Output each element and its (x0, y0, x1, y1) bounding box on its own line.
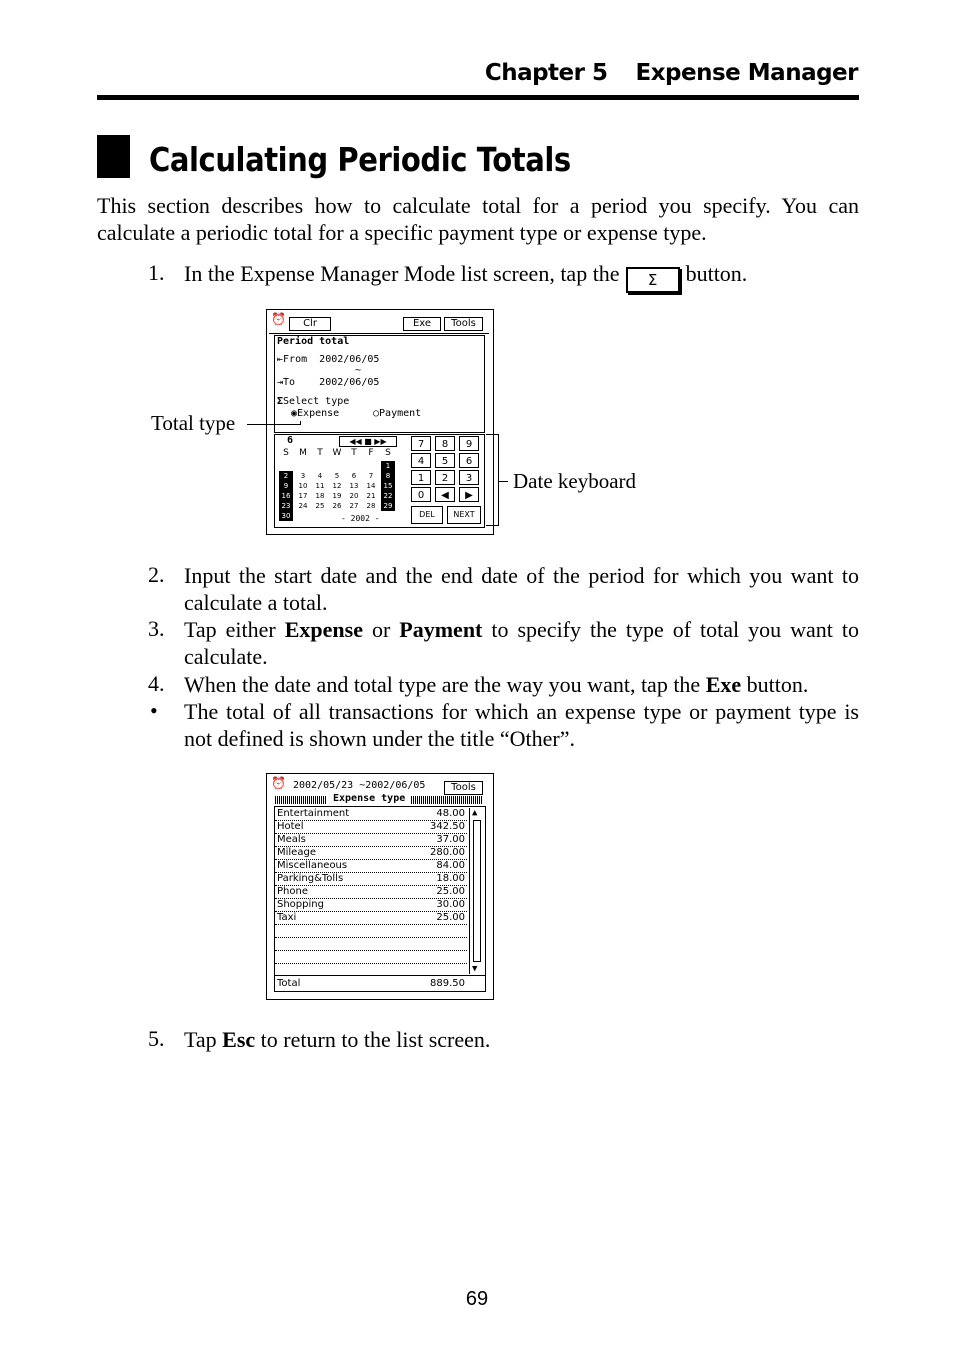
keypad-key[interactable]: 9 (459, 436, 479, 451)
radio-checked-icon: ◉ (291, 408, 298, 419)
calendar-day[interactable]: 2 (279, 471, 293, 481)
expense-value: 18.00 (436, 873, 465, 884)
list-item[interactable] (275, 911, 467, 925)
step-1-after: button. (685, 261, 748, 286)
step-1-number: 1. (148, 260, 165, 285)
calendar-day[interactable]: 7 (368, 472, 374, 480)
bullet-mark: • (150, 698, 158, 723)
calendar-day[interactable]: 28 (366, 502, 376, 510)
calendar-day[interactable]: 8 (381, 471, 395, 481)
calendar-day[interactable]: 13 (349, 482, 359, 490)
calendar-day[interactable]: 11 (315, 482, 325, 490)
step-3-number: 3. (148, 616, 165, 641)
expense-name: Meals (277, 834, 306, 845)
page-number: 69 (465, 1288, 489, 1310)
expense-value: 280.00 (430, 847, 465, 858)
step-4-part: When the date and total type are the way you want, tap the (184, 672, 706, 697)
calendar-day[interactable]: 10 (298, 482, 308, 490)
calendar-day[interactable]: 29 (381, 501, 395, 511)
callout-line-date-keyboard (498, 481, 508, 482)
expense-value: 84.00 (436, 860, 465, 871)
alarm-icon: ⏰ (271, 312, 286, 326)
radio-expense[interactable]: ◉Expense (291, 408, 340, 419)
step-5-part: Tap (184, 1027, 223, 1052)
step-2-text: Input the start date and the end date of the period for which you want to calculate a total. (184, 563, 859, 615)
sigma-button-icon: Σ (626, 267, 680, 293)
next-key[interactable]: NEXT (447, 506, 481, 524)
to-date[interactable]: 2002/06/05 (319, 377, 380, 388)
expense-name: Hotel (277, 821, 304, 832)
weekday-label: F (368, 448, 374, 458)
intro-paragraph: This section describes how to calculate total for a period you specify. You can calculate a periodic total for a specific payment type or expense type. (97, 193, 859, 245)
calendar-year: - 2002 - (341, 514, 380, 523)
keypad-key[interactable]: 2 (435, 470, 455, 485)
radio-payment[interactable]: ○Payment (373, 408, 422, 419)
calendar-day[interactable]: 3 (300, 472, 306, 480)
calendar-day[interactable]: 1 (381, 461, 395, 471)
calendar-day[interactable]: 19 (332, 492, 342, 500)
weekday-label: M (299, 448, 307, 458)
step-5-number: 5. (148, 1026, 165, 1051)
calendar-day[interactable]: 12 (332, 482, 342, 490)
calendar-day[interactable]: 16 (279, 491, 293, 501)
expense-name: Parking&Tolls (277, 873, 344, 884)
list-item[interactable] (275, 937, 467, 951)
step-5-text (184, 1026, 859, 1053)
expense-value: 25.00 (436, 886, 465, 897)
calendar-area (274, 434, 485, 528)
step-1-text (184, 260, 859, 293)
step-5-part: to return to the list screen. (255, 1027, 491, 1052)
section-title: Calculating Periodic Totals (149, 140, 571, 179)
expense-type-screen (266, 773, 494, 1000)
calendar-day[interactable]: 20 (349, 492, 359, 500)
keypad-key[interactable]: 0 (411, 487, 431, 502)
scroll-up-icon[interactable]: ▲ (472, 808, 478, 818)
expense-value: 37.00 (436, 834, 465, 845)
step-3-payment: Payment (399, 617, 483, 642)
to-row[interactable]: ⇥To 2002/06/05 (277, 377, 380, 388)
step-4-exe: Exe (705, 672, 742, 697)
weekday-label: W (332, 448, 342, 458)
step-5-esc: Esc (222, 1027, 256, 1052)
list-item[interactable] (275, 950, 467, 964)
weekday-label: T (317, 448, 323, 458)
from-row[interactable]: ⇤From 2002/06/05 (277, 354, 380, 365)
chapter-number: Chapter 5 (484, 60, 608, 86)
alarm-icon: ⏰ (271, 776, 286, 790)
total-label: Total (277, 978, 301, 989)
calendar-day[interactable]: 9 (279, 481, 293, 491)
date-range: 2002/05/23 ~2002/06/05 (293, 780, 426, 791)
callout-bracket-date-keyboard (486, 434, 499, 526)
step-3-expense: Expense (284, 617, 363, 642)
step-2-number: 2. (148, 562, 165, 587)
calendar-day[interactable]: 5 (334, 472, 340, 480)
keypad-key[interactable]: ▶ (459, 487, 479, 502)
keypad-key[interactable]: 1 (411, 470, 431, 485)
callout-line-total-type (247, 424, 301, 425)
calendar-day[interactable]: 23 (279, 501, 293, 511)
callout-tick (300, 421, 301, 425)
calendar-nav[interactable]: ◀◀ ■ ▶▶ (339, 436, 397, 447)
expense-value: 30.00 (436, 899, 465, 910)
scrollbar[interactable] (469, 808, 484, 974)
sigma-icon: Σ (277, 396, 284, 407)
list-item[interactable] (275, 846, 467, 860)
total-value: 889.50 (430, 978, 465, 989)
clr-button[interactable]: Clr (289, 317, 331, 331)
step-3-part: to specify the type of total you want to calculate. (184, 617, 860, 669)
step-4-text (184, 671, 859, 698)
period-form (274, 335, 485, 433)
header-rule (97, 95, 859, 100)
list-item[interactable] (275, 820, 467, 834)
chapter-title: Expense Manager (635, 60, 858, 86)
scroll-thumb[interactable] (473, 820, 481, 962)
list-item[interactable] (275, 833, 467, 847)
expense-list-box (274, 806, 486, 992)
period-title: Period total (277, 336, 350, 347)
expense-name: Phone (277, 886, 308, 897)
step-4-number: 4. (148, 671, 165, 696)
calendar-day[interactable]: 30 (279, 511, 293, 521)
expense-value: 342.50 (430, 821, 465, 832)
calendar-day[interactable]: 22 (381, 491, 395, 501)
calendar-day[interactable]: 6 (351, 472, 357, 480)
list-item[interactable] (275, 924, 467, 938)
step-3-part: Tap either (184, 617, 285, 642)
calendar-day[interactable]: 17 (298, 492, 308, 500)
step-4-part: button. (741, 672, 809, 697)
range-tilde: ~ (355, 365, 362, 376)
keypad-key[interactable]: 8 (435, 436, 455, 451)
scroll-down-icon[interactable]: ▼ (472, 964, 478, 974)
weekday-label: S (283, 448, 289, 458)
keypad-key[interactable]: 5 (435, 453, 455, 468)
calendar-day[interactable]: 15 (381, 481, 395, 491)
expense-name: Mileage (277, 847, 316, 858)
expense-name: Shopping (277, 899, 324, 910)
weekday-label: T (351, 448, 357, 458)
list-heading: Expense type (327, 793, 411, 805)
radio-unchecked-icon: ○ (373, 408, 380, 419)
calendar-day[interactable]: 26 (332, 502, 342, 510)
expense-value: 48.00 (436, 808, 465, 819)
weekday-row (279, 448, 399, 460)
select-type-label: ΣSelect type (277, 396, 350, 407)
exe-button[interactable]: Exe (403, 317, 441, 331)
callout-total-type: Total type (151, 411, 236, 435)
from-arrow-icon: ⇤ (277, 354, 284, 365)
calendar-day[interactable]: 4 (317, 472, 323, 480)
list-item[interactable] (275, 859, 467, 873)
calendar-day[interactable]: 24 (298, 502, 308, 510)
list-item[interactable] (275, 885, 467, 899)
calendar-day[interactable]: 14 (366, 482, 376, 490)
expense-list (275, 807, 467, 975)
callout-date-keyboard: Date keyboard (513, 469, 637, 493)
expense-name: Taxi (277, 912, 297, 923)
calendar-day[interactable]: 18 (315, 492, 325, 500)
to-arrow-icon: ⇥ (277, 377, 284, 388)
del-key[interactable]: DEL (411, 506, 443, 524)
tools-button[interactable]: Tools (444, 317, 483, 331)
chapter-header (485, 60, 858, 86)
tools-button[interactable]: Tools (444, 781, 483, 795)
list-item[interactable] (275, 807, 467, 821)
section-marker (97, 135, 130, 178)
calendar-day[interactable]: 27 (349, 502, 359, 510)
from-date[interactable]: 2002/06/05 (319, 354, 380, 365)
calendar-day[interactable]: 21 (366, 492, 376, 500)
keypad-key[interactable]: 7 (411, 436, 431, 451)
step-3-part: or (362, 617, 400, 642)
bullet-text: The total of all transactions for which an expense type or payment type is not defined is shown under the title “Other”. (184, 699, 859, 751)
keypad-key[interactable]: ◀ (435, 487, 455, 502)
keypad-key[interactable]: 4 (411, 453, 431, 468)
step-3-text (184, 616, 859, 670)
expense-value: 25.00 (436, 912, 465, 923)
step-1-before: In the Expense Manager Mode list screen, tap the (184, 261, 620, 286)
weekday-label: S (385, 448, 391, 458)
keypad-key[interactable]: 3 (459, 470, 479, 485)
expense-name: Entertainment (277, 808, 350, 819)
expense-name: Miscellaneous (277, 860, 348, 871)
keypad-key[interactable]: 6 (459, 453, 479, 468)
calendar-month: 6 (287, 435, 294, 446)
list-item[interactable] (275, 872, 467, 886)
calendar-day[interactable]: 25 (315, 502, 325, 510)
list-item[interactable] (275, 898, 467, 912)
